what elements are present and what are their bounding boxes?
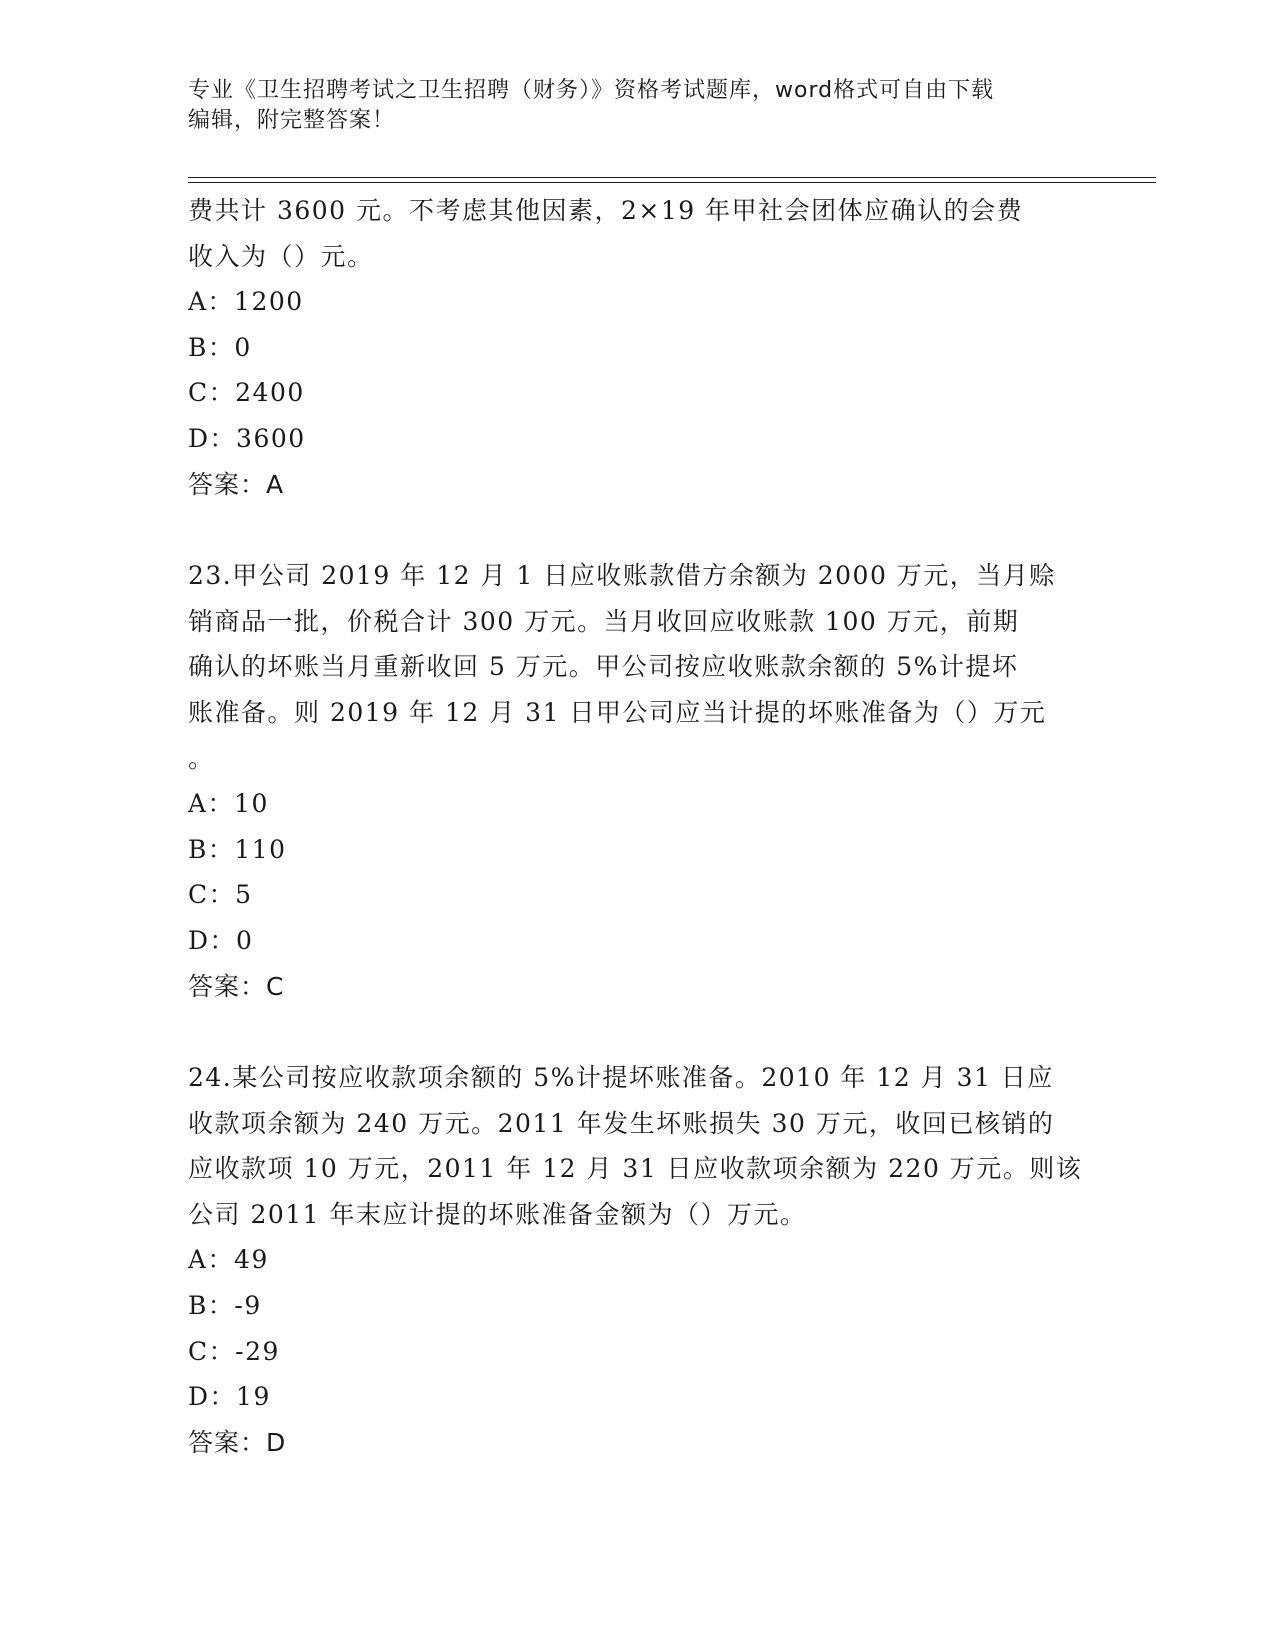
header-divider-top [188, 177, 1156, 178]
option-a: A：49 [188, 1245, 269, 1275]
answer-line: 答案：A [188, 469, 285, 499]
question-stem-line: 收入为（）元。 [188, 241, 374, 271]
question-stem-line: 账准备。则 2019 年 12 月 31 日甲公司应当计提的坏账准备为（）万元 [188, 697, 1047, 727]
question-content [188, 188, 1088, 1465]
option-b: B：0 [188, 332, 252, 362]
header-line-1: 专业《卫生招聘考试之卫生招聘（财务）》资格考试题库，word格式可自由下载 [188, 78, 995, 103]
question-stem-line: 应收款项 10 万元，2011 年 12 月 31 日应收款项余额为 220 万元。则该 [188, 1154, 1083, 1184]
answer-line: 答案：C [188, 971, 285, 1001]
option-d: D：3600 [188, 423, 306, 453]
option-b: B：110 [188, 834, 287, 864]
option-d: D：0 [188, 925, 254, 955]
question-22 [188, 188, 1088, 507]
answer-line: 答案：D [188, 1427, 287, 1457]
question-stem-line: 销商品一批，价税合计 300 万元。当月收回应收账款 100 万元，前期 [188, 606, 1020, 636]
header-line-2: 编辑，附完整答案！ [188, 108, 396, 133]
question-stem-line: 23.甲公司 2019 年 12 月 1 日应收账款借方余额为 2000 万元，当月赊 [188, 561, 1056, 591]
question-stem-line: 费共计 3600 元。不考虑其他因素，2×19 年甲社会团体应确认的会费 [188, 196, 1024, 225]
question-stem-line: 公司 2011 年末应计提的坏账准备金额为（）万元。 [188, 1199, 807, 1229]
question-spacer [188, 1009, 1088, 1055]
option-a: A：10 [188, 789, 269, 819]
question-stem-line: 收款项余额为 240 万元。2011 年发生坏账损失 30 万元，收回已核销的 [188, 1108, 1055, 1138]
option-b: B：-9 [188, 1291, 262, 1321]
header-divider-bottom [188, 182, 1156, 183]
question-stem-line: 。 [188, 743, 215, 773]
question-spacer [188, 507, 1088, 553]
option-c: C：-29 [188, 1336, 280, 1366]
option-c: C：2400 [188, 378, 305, 408]
question-stem-line: 确认的坏账当月重新收回 5 万元。甲公司按应收账款余额的 5%计提坏 [188, 652, 1019, 682]
question-24 [188, 1055, 1088, 1465]
question-23 [188, 553, 1088, 1009]
question-stem-line: 24.某公司按应收款项余额的 5%计提坏账准备。2010 年 12 月 31 日应 [188, 1063, 1054, 1093]
page-header [188, 76, 1088, 136]
option-d: D：19 [188, 1382, 271, 1412]
option-c: C：5 [188, 880, 253, 910]
option-a: A：1200 [188, 287, 304, 317]
